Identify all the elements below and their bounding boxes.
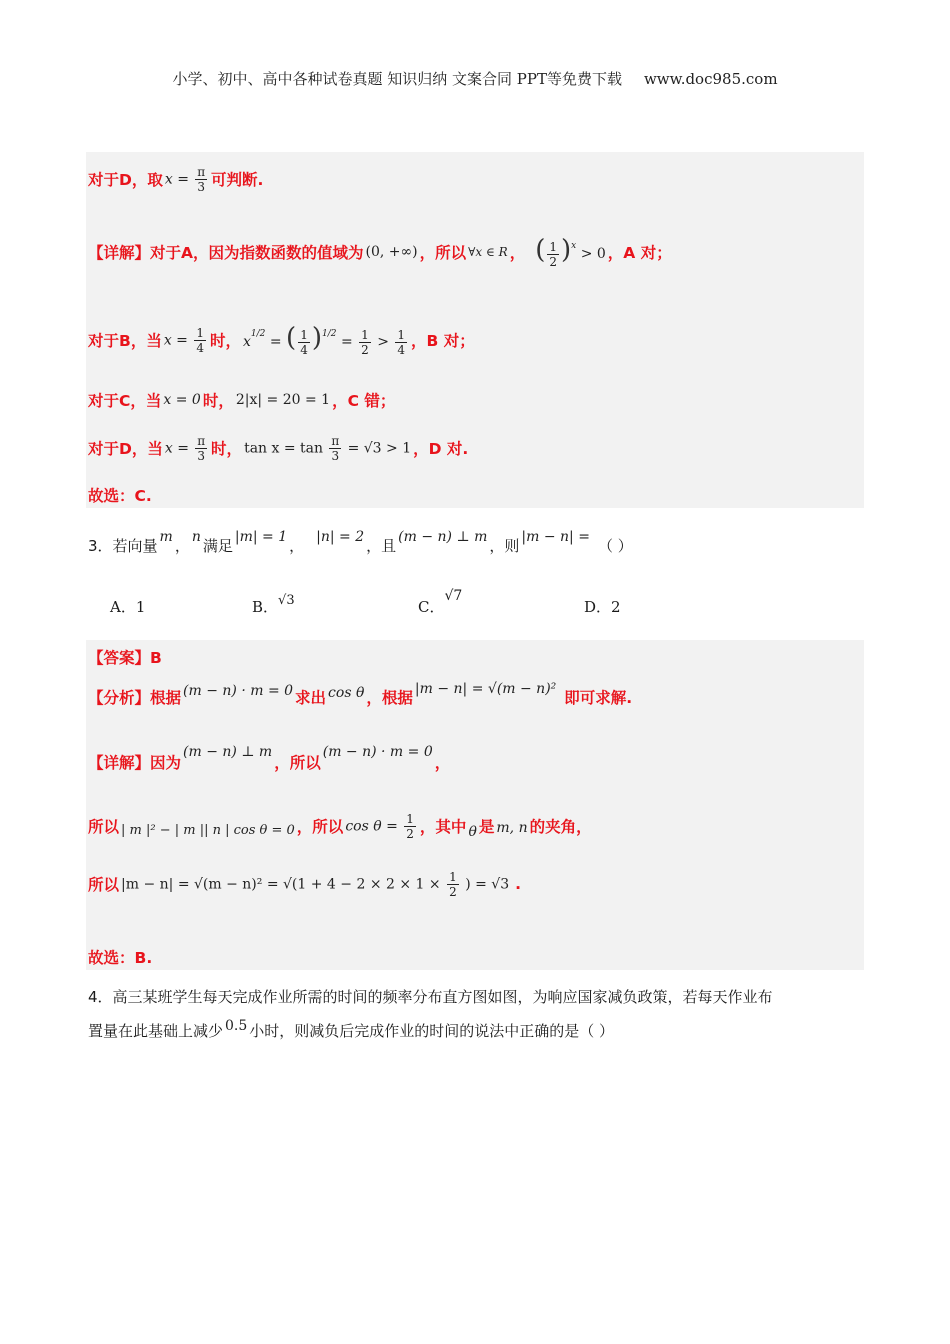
q3-detail-line3: 所以 |m − n| = √(m − n)² = √(1 + 4 − 2 × 2 × 1 × $\frac{1}{2}$ ) = √3 . (88, 869, 521, 899)
q4-stem-line2: 置量在此基础上减少 0.5 小时，则减负后完成作业的时间的说法中正确的是（ ） (88, 1018, 615, 1040)
header-site: www.doc985.com (643, 70, 778, 88)
q3-detail: 【详解】因为 (m − n) ⊥ m ，所以 (m − n) · m = 0 ， (88, 744, 451, 772)
q2-d-hint: 对于D，取 x = $\frac{\pi}{3}$ 可判断. (88, 164, 264, 194)
q3-stem: 3．若向量 m ， n 满足 |m| = 1 ， |n| = 2 ，且 (m − n) ⊥ m ，则 |m − n| = （ ） (88, 529, 633, 555)
page-header (0, 68, 950, 89)
q2-detail-d: 对于D，当 x = $\frac{\pi}{3}$ 时， tan x = tan $\frac{\pi}{3}$ = √3 > 1 ，D 对. (88, 433, 469, 463)
option-a[interactable]: A．1 (110, 598, 146, 616)
q2-choice: 故选：C. (88, 487, 152, 505)
q2-b-expr: $x^{1/2}$ = ( $\frac{1}{4}$ )$^{1/2}$ = $\frac{1}{2}$ > $\frac{1}{4}$ (243, 323, 406, 357)
option-b[interactable]: B．√3 (252, 593, 295, 616)
q2-detail-c: 对于C，当 x = 0 时， 2|x| = 20 = 1 ，C 错； (88, 392, 396, 410)
q2-detail-b: 对于B，当 x = $\frac{1}{4}$ 时， $x^{1/2}$ = ( $\frac{1}{4}$ )$^{1/2}$ = $\frac{1}{2}$ > $\frac{1}{4}$ ，B 对； (88, 323, 475, 357)
q4-stem-line1: 4．高三某班学生每天完成作业所需的时间的频率分布直方图如图，为响应国家减负政策，若每天作业布 (88, 987, 773, 1006)
q2-detail-a: 【详解】对于A，因为指数函数的值域为 (0, +∞) ，所以 ∀x ∈ R ， ( $\frac{1}{2}$ )$^x$ > 0 ，A 对； (88, 235, 672, 269)
frac-pi-3: $\frac{\pi}{3}$ (197, 164, 206, 194)
header-text: 小学、初中、高中各种试卷真题 知识归纳 文案合同 PPT等免费下载 (172, 70, 622, 88)
q3-answer: 【答案】B (88, 649, 162, 667)
q3-detail-line2: 所以 | m |² − | m || n | cos θ = 0 ，所以 cos θ = $\frac{1}{2}$ ，其中 θ 是 m, n 的夹角， (88, 811, 592, 841)
q3-choice: 故选：B. (88, 949, 153, 967)
option-c[interactable]: C．√7 (418, 588, 463, 616)
option-d[interactable]: D．2 (584, 598, 621, 616)
half-power-x: ( $\frac{1}{2}$ )$^x$ > 0 (535, 235, 606, 269)
q3-analysis: 【分析】根据 (m − n) · m = 0 求出 cos θ ，根据 |m − n| = √(m − n)² 即可求解. (88, 681, 633, 707)
